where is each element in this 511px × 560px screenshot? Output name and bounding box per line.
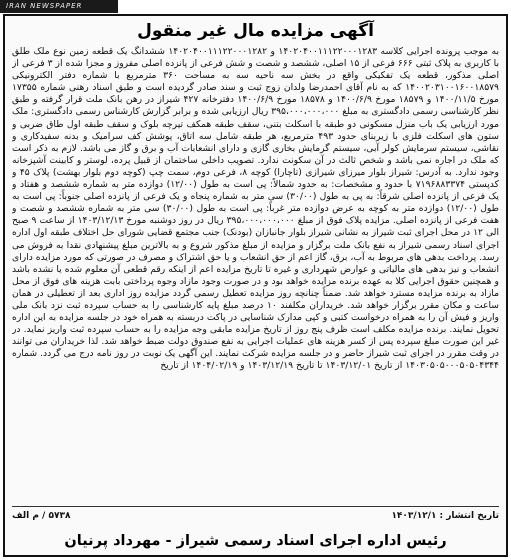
footer-divider — [12, 506, 499, 507]
footer-line — [12, 509, 499, 523]
notice-body: به موجب پرونده اجرایی کلاسه ۱۴۰۲۰۴۰۰۱۱۱۲۲۰۰۰۱۲۸۳ و ۱۴۰۲۰۴۰۰۱۱۱۲۲۰۰۰۱۲۸۲ ششدانگ یک قطعه زمین نوع ملک طلق با کاربری به پلاک ثبتی ۶۶۶ فرعی از ۱۵ اصلی، ششصد و شصت و شش فرعی از پانزده اصلی مفروز و مجزا شده از ۳ فرعی از اصلی مذکور، قطعه یک تفکیکی واقع در بخش سه ناحیه سه به مساحت ۳۶۰ مترمربع با شماره دفتر الکترونیکی ۱۴۰۰۲۰۳۱۰۰۱۶۰۰۱۸۵۷۹ که به نام آقای احمدرضا ولدان زوج ثبت و سند صادر گردیده است و طبق اسناد رهنی شماره ۱۷۳۵۵ مورخ ۱۴۰۰/۱۱/۵ و ۱۸۵۷۹ مورخ ۱۴۰۰/۶/۹ و ۱۸۵۷۸ مورخ ۱۴۰۰/۶/۹ دفترخانه ۴۲۷ شیراز در رهن بانک ملت قرار گرفته و طبق نظر کارشناسی رسمی دادگستری به مبلغ ۳۹۵،۰۰۰،۰۰۰،۰۰۰ ریال ارزیابی شده و برابر گزارش کارشناس رسمی دادگستری: ملک مورد ارزیابی یک باب منزل مسکونی دو طبقه با اسکلت بتنی، سقف طبقه همکف تیرچه بلوک و سقف طبقه اول طاق ضربی و ستون های اسکلت فلزی با زیربنای حدود ۴۹۳ مترمربع، هر طبقه شامل سه اتاق، پوشش کف سرامیک و بدنه سفیدکاری و نقاشی، سیستم سرمایش کولر آبی، سیستم گرمایش بخاری گازی و دارای انشعابات آب و برق و گاز می باشد. لازم به ذکر است که ملک در اجاره نمی باشد و شخص ثالث در آن سکونت ندارد. تصویب داخلی ساختمان از قبیل پرده، لوستر و کابینت آشپزخانه وجود ندارد. به آدرس: شیراز بلوار میرزای شیرازی (تاچارا) کوچه ۸، فرعی دوم، سمت چپ (کوچه دوم بلوار بهشت) پلاک ۴۵ و کدپستی ۷۱۹۶۸۸۳۳۷۴ با حدود و مشخصات: به حدود شمالاً: پی است به طول (۱۲/۰۰) دوازده متر به شماره ششصد و هفتاد و یک فرعی از پانزده اصلی شرقاً: به پی به طول (۳۰/۰۰) سی متر به شماره پنجاه و یک فرعی از پانزده اصلی جنوباً: پی است به طول (۱۲/۰۰) دوازده متر به کوچه به عرض دوازده متر غرباً: پی است به طول (۳۰/۰۰) سی متر به شماره ششصد و شصت و هفت فرعی از پانزده اصلی. مزایده پلاک فوق از مبلغ ۳۹۵،۰۰۰،۰۰۰،۰۰۰ ریال در روز دوشنبه مورخ ۱۴۰۳/۱۲/۱۳ از ساعت ۹ صبح الی ۱۲ در محل اجرای ثبت شیراز به نشانی شیراز بلوار جانبازان (بودنک) جنب مجتمع قضایی شورای حل اختلاف طبقه اول اداره اجرای اسناد رسمی شیراز به نفع بانک ملت برگزار و مزایده از مبلغ مذکور شروع و به بالاترین مبلغ پیشنهادی نقدا به فروش می رسد. پرداخت بدهی های مربوط به آب، برق، گاز اعم از حق انشعاب و یا حق اشتراک و مصرف در صورتی که مورد مزایده دارای انشعاب و نیز بدهی های مالیاتی و عوارض شهرداری و غیره تا تاریخ مزایده اعم از اینکه رقم قطعی آن معلوم شده یا نشده باشد و همچنین حقوق اجرایی کلا به عهده برنده مزایده خواهد بود و در صورت وجود مازاد وجوه پرداختی بابت هزینه های فوق از محل مازاد به برنده مزایده مسترد خواهد شد. ضمناً چنانچه روز مزایده تعطیل رسمی گردد مزایده روز اداری بعد از تعطیلی در همان ساعت و مکان مقرر برگزار خواهد شد. خریداران مکلفند ۱۰ درصد مبلغ پایه کارشناسی را به حساب سپرده ثبت نزد بانک ملی واریز و فیش آن را به همراه درخواست کتبی و کپی مدارک شناسایی در پاکت دربسته به همراه خود در جلسه مزایده به این اداره تحویل نمایند. برنده مزایده مکلف است ظرف پنج روز از تاریخ مزایده مابقی وجه مزایده را به حساب سپرده ثبت واریز نماید. در غیر این صورت مبلغ سپرده پس از کسر هزینه های عملیات اجرایی به نفع صندوق دولت ضبط خواهد شد. لذا خریداران می توانند در وقت مقرر در اجرای ثبت شیراز حاضر و در جلسه مزایده شرکت نمایند. این آگهی یک نوبت در روز نامه درج می گردد. شماره ۱۴۰۳۰۵۰۵۰۰۰۵۰۵۰۴۳۴۴ از تاریخ ۱۴۰۳/۱۲/۰۱ تا تاریخ ۱۴۰۳/۱۲/۱۹ و ۱۴۰۴/۰۲/۱۹ از تاریخ — [12, 46, 499, 372]
signature-line: رئیس اداره اجرای اسناد رسمی شیراز - مهرداد پرنیان — [64, 533, 447, 549]
publish-date-label: تاریخ انتشار : — [439, 511, 499, 521]
publish-date: ۱۴۰۳/۱۲/۱ — [391, 511, 437, 521]
auction-notice — [3, 14, 508, 557]
notice-title: آگهی مزایده مال غیر منقول — [137, 21, 374, 41]
newspaper-ribbon: IRAN NEWSPAPER — [0, 0, 118, 13]
reference-code: ۵۷۳۸ / م الف — [12, 511, 71, 521]
